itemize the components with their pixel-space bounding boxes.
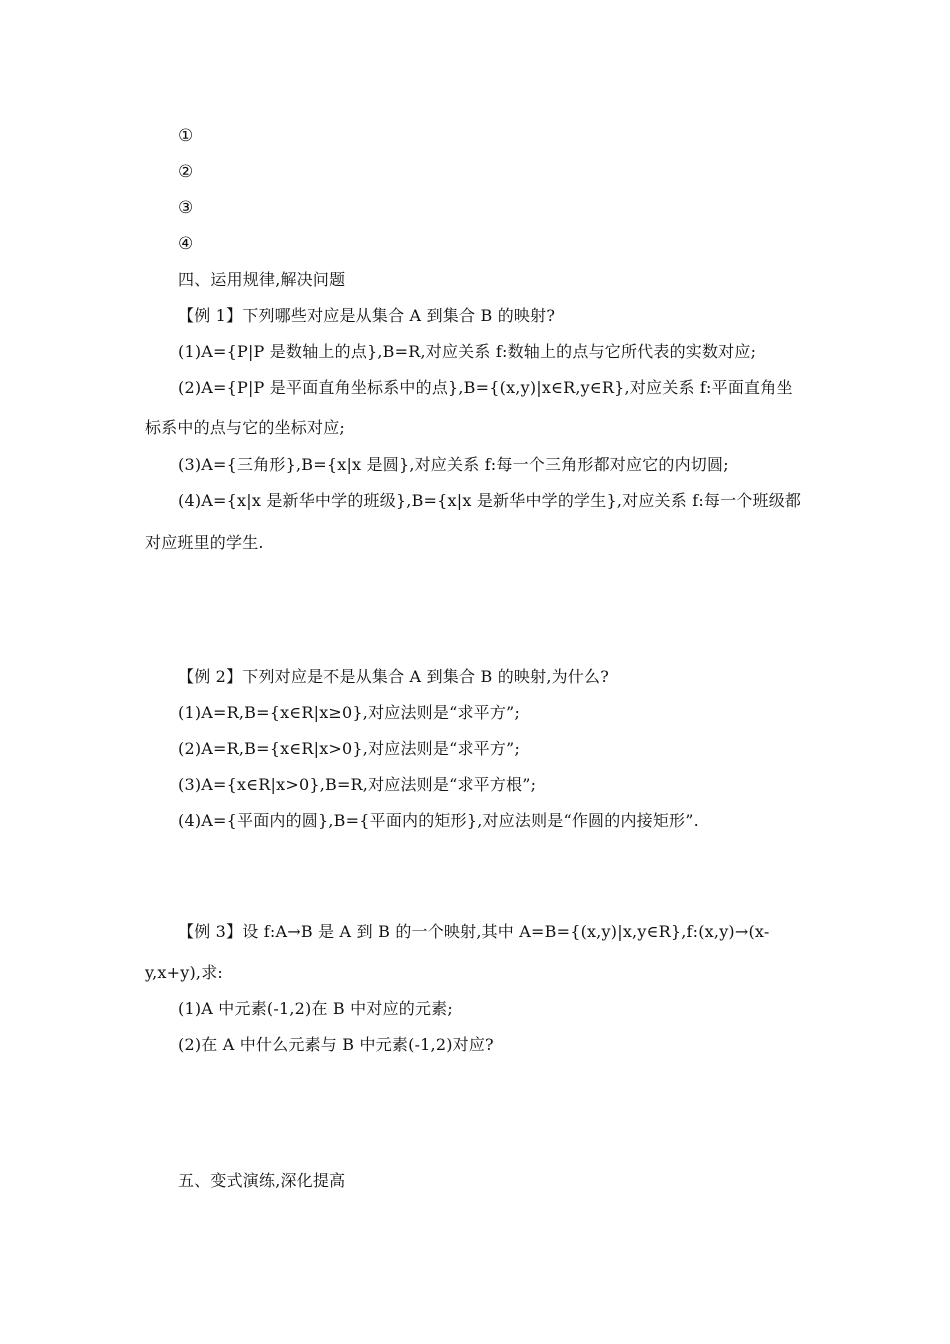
example-1-item-4-line-2: 对应班里的学生. [145,533,264,552]
example-1-item-1: (1)A={P|P 是数轴上的点},B=R,对应关系 f:数轴上的点与它所代表的实数对应; [178,342,757,361]
marker-2: ② [178,162,194,182]
example-1-title: 【例 1】下列哪些对应是从集合 A 到集合 B 的映射? [178,306,556,325]
example-2-item-4: (4)A={平面内的圆},B={平面内的矩形},对应法则是“作圆的内接矩形”. [178,811,699,830]
example-2-item-2: (2)A=R,B={x∈R|x>0},对应法则是“求平方”; [178,739,521,758]
section-4-heading: 四、运用规律,解决问题 [178,270,346,289]
example-2-item-1: (1)A=R,B={x∈R|x≥0},对应法则是“求平方”; [178,703,521,722]
example-3-item-2: (2)在 A 中什么元素与 B 中元素(-1,2)对应? [178,1035,494,1054]
example-3-title-line-1: 【例 3】设 f:A→B 是 A 到 B 的一个映射,其中 A=B={(x,y)|x,y∈R},f:(x,y)→(x- [178,922,770,941]
example-1-item-4-line-1: (4)A={x|x 是新华中学的班级},B={x|x 是新华中学的学生},对应关系 f:每一个班级都 [178,491,802,510]
example-2-item-3: (3)A={x∈R|x>0},B=R,对应法则是“求平方根”; [178,775,537,794]
example-1-item-2-line-2: 标系中的点与它的坐标对应; [145,418,345,437]
example-3-item-1: (1)A 中元素(-1,2)在 B 中对应的元素; [178,999,453,1018]
example-1-item-2-line-1: (2)A={P|P 是平面直角坐标系中的点},B={(x,y)|x∈R,y∈R},对应关系 f:平面直角坐 [178,378,793,397]
example-3-title-line-2: y,x+y),求: [145,963,223,982]
marker-3: ③ [178,198,194,218]
section-5-heading: 五、变式演练,深化提高 [178,1171,346,1190]
example-2-title: 【例 2】下列对应是不是从集合 A 到集合 B 的映射,为什么? [178,667,609,686]
example-1-item-3: (3)A={三角形},B={x|x 是圆},对应关系 f:每一个三角形都对应它的内切圆; [178,455,729,474]
marker-1: ① [178,126,194,146]
marker-4: ④ [178,234,194,254]
